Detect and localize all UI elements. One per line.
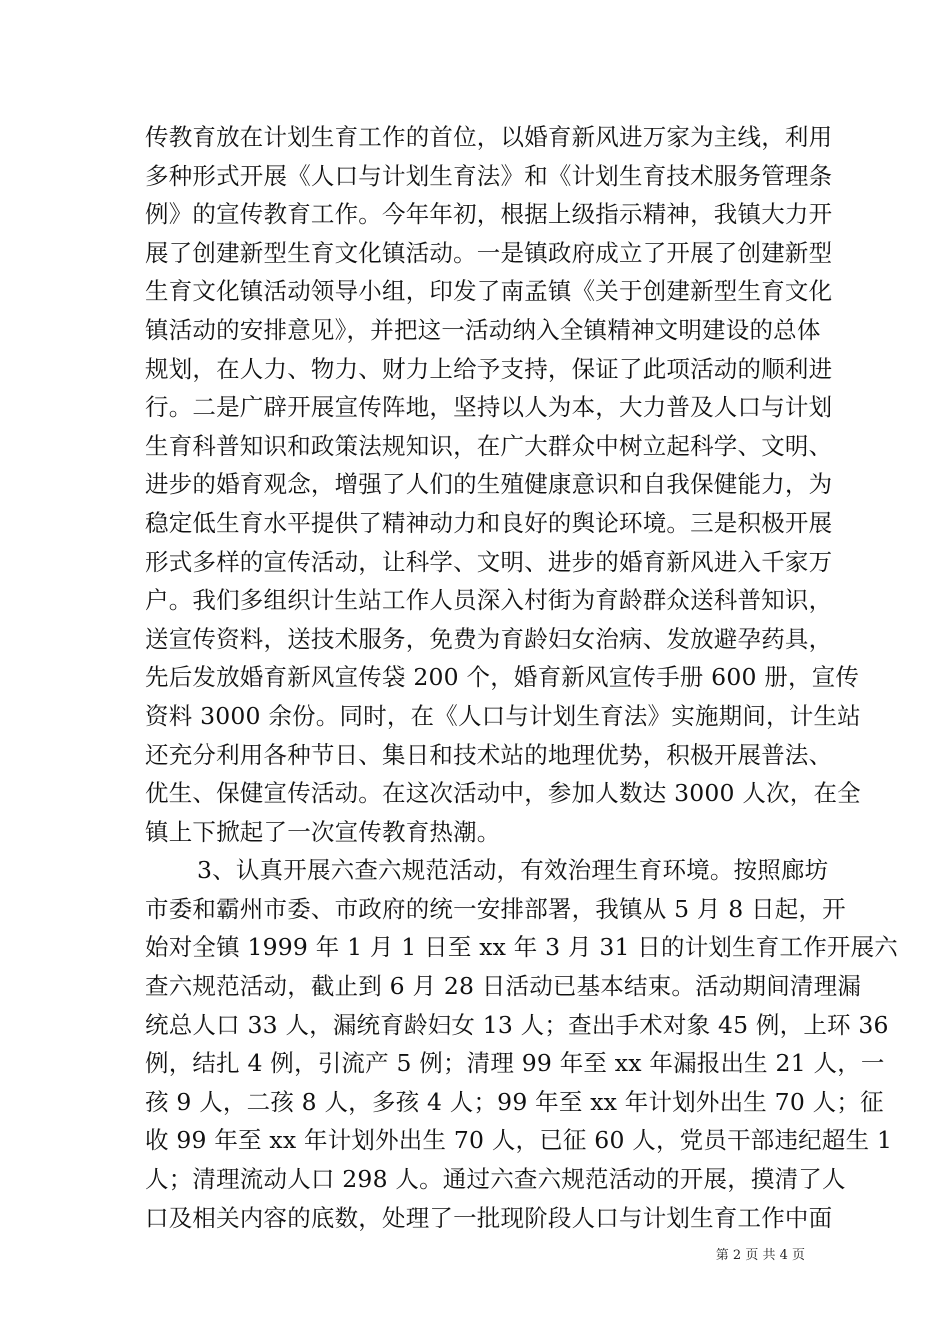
text-line: 统总人口 33 人，漏统育龄妇女 13 人；查出手术对象 45 例，上环 36 <box>145 1010 889 1039</box>
text-line: 展了创建新型生育文化镇活动。一是镇政府成立了开展了创建新型 <box>145 238 833 267</box>
text-line: 生育科普知识和政策法规知识，在广大群众中树立起科学、文明、 <box>145 431 833 460</box>
text-line: 孩 9 人，二孩 8 人，多孩 4 人；99 年至 xx 年计划外出生 70 人；征 <box>145 1087 884 1116</box>
text-line: 人；清理流动人口 298 人。通过六查六规范活动的开展，摸清了人 <box>145 1165 846 1194</box>
body-text <box>145 118 899 1237</box>
text-line: 传教育放在计划生育工作的首位，以婚育新风进万家为主线，利用 <box>145 123 833 151</box>
text-line: 规划，在人力、物力、财力上给予支持，保证了此项活动的顺利进 <box>145 354 833 383</box>
text-line: 始对全镇 1999 年 1 月 1 日至 xx 年 3 月 31 日的计划生育工作开展六 <box>145 933 899 962</box>
text-line: 行。二是广辟开展宣传阵地，坚持以人为本，大力普及人口与计划 <box>145 393 833 422</box>
text-line: 收 99 年至 xx 年计划外出生 70 人，已征 60 人，党员干部违纪超生 1 <box>145 1126 893 1155</box>
text-line: 例》的宣传教育工作。今年年初，根据上级指示精神，我镇大力开 <box>145 200 833 229</box>
text-line: 镇活动的安排意见》，并把这一活动纳入全镇精神文明建设的总体 <box>145 315 821 344</box>
text-line: 先后发放婚育新风宣传袋 200 个，婚育新风宣传手册 600 册，宣传 <box>145 663 860 692</box>
text-line: 进步的婚育观念，增强了人们的生殖健康意识和自我保健能力，为 <box>145 470 833 499</box>
text-line: 户。我们多组织计生站工作人员深入村街为育龄群众送科普知识， <box>145 586 833 615</box>
text-line: 优生、保健宣传活动。在这次活动中，参加人数达 3000 人次，在全 <box>145 779 861 808</box>
text-line: 口及相关内容的底数，处理了一批现阶段人口与计划生育工作中面 <box>145 1203 833 1232</box>
text-line: 稳定低生育水平提供了精神动力和良好的舆论环境。三是积极开展 <box>145 508 833 537</box>
text-line: 多种形式开展《人口与计划生育法》和《计划生育技术服务管理条 <box>145 161 833 190</box>
text-line: 3、认真开展六查六规范活动，有效治理生育环境。按照廊坊 <box>197 856 829 885</box>
text-line: 资料 3000 余份。同时，在《人口与计划生育法》实施期间，计生站 <box>145 701 861 730</box>
text-line: 送宣传资料，送技术服务，免费为育龄妇女治病、发放避孕药具， <box>145 624 833 653</box>
text-line: 市委和霸州市委、市政府的统一安排部署，我镇从 5 月 8 日起，开 <box>145 894 846 923</box>
text-line: 形式多样的宣传活动，让科学、文明、进步的婚育新风进入千家万 <box>145 547 833 576</box>
text-line: 还充分利用各种节日、集日和技术站的地理优势，积极开展普法、 <box>145 740 833 769</box>
text-line: 例，结扎 4 例，引流产 5 例；清理 99 年至 xx 年漏报出生 21 人，一 <box>145 1049 885 1078</box>
text-line: 生育文化镇活动领导小组，印发了南孟镇《关于创建新型生育文化 <box>145 277 833 306</box>
text-line: 镇上下掀起了一次宣传教育热潮。 <box>145 817 501 846</box>
text-line: 查六规范活动，截止到 6 月 28 日活动已基本结束。活动期间清理漏 <box>145 972 862 1001</box>
page-number: 第 2 页 共 4 页 <box>715 1248 805 1263</box>
